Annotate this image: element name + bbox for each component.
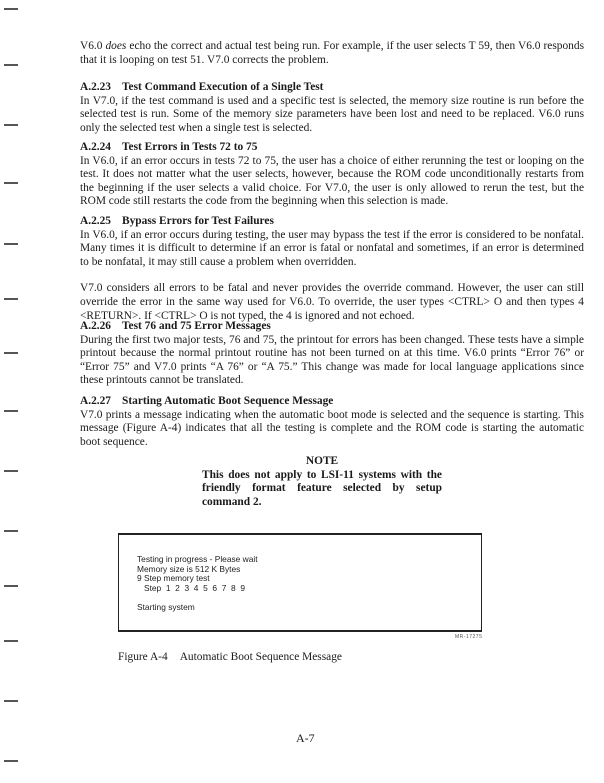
paragraph: In V7.0, if the test command is used and a specific test is selected, the memory size routine is run before the selected test is run. Some of the memory size parameters have been lost and need to be replaced. V6.0 runs only the selected test when a single test is selected. (80, 94, 584, 134)
note-title: NOTE (305, 455, 339, 467)
margin-tick (4, 410, 18, 412)
section-a-2-25 (80, 215, 584, 323)
paragraph: V7.0 considers all errors to be fatal and never provides the override command. However, the user can still override the error in the same way used for V6.0. To override, the user types <CTRL> O and then types 4 <RETURN>. If <CTRL> O is not typed, the 4 is ignored and not echoed. (80, 282, 584, 322)
figure-caption (118, 651, 342, 663)
margin-tick (4, 298, 18, 300)
figure-code: MR-17275 (455, 634, 483, 640)
caption-number: Figure A-4 (118, 651, 168, 663)
section-heading: A.2.26 Test 76 and 75 Error Messages (80, 320, 271, 332)
section-heading: A.2.25 Bypass Errors for Test Failures (80, 215, 274, 227)
margin-tick (4, 470, 18, 472)
section-a-2-23 (80, 81, 584, 135)
margin-tick (4, 760, 18, 762)
caption-title: Automatic Boot Sequence Message (179, 651, 342, 663)
paragraph: V7.0 prints a message indicating when the automatic boot mode is selected and the sequence is starting. This message (Figure A-4) indicates that all the testing is complete and the ROM code is starting the automatic boot sequence. (80, 408, 584, 448)
note-box (202, 455, 442, 509)
margin-tick (4, 243, 18, 245)
section-a-2-26 (80, 320, 584, 388)
section-heading: A.2.24 Test Errors in Tests 72 to 75 (80, 141, 258, 153)
paragraph: During the first two major tests, 76 and 75, the printout for errors has been changed. These tests have a simple printout because the normal printout routine has not been turned on at this time. V6.0 prints “Error 76” or “Error 75” and V7.0 prints “A 76” or “A 75.” This change was made for local language applications since these printouts cannot be translated. (80, 333, 584, 387)
figure-terminal-output (118, 533, 482, 632)
page-number: A-7 (296, 731, 315, 745)
margin-tick (4, 700, 18, 702)
margin-tick (4, 124, 18, 126)
margin-tick (4, 182, 18, 184)
terminal-text: Testing in progress - Please wait Memory size is 512 K Bytes 9 Step memory test Step 1 2 3 4 5 6 7 8 9 Starting system (137, 554, 258, 612)
paragraph: In V6.0, if an error occurs during testing, the user may bypass the test if the error is considered to be nonfatal. Many times it is difficult to determine if an error is fatal or nonfatal and sometimes, if an error is determined to be nonfatal, it may still cause a problem when overridden. (80, 228, 584, 268)
margin-tick (4, 352, 18, 354)
intro-paragraph: V6.0 does echo the correct and actual test being run. For example, if the user selects T 59, then V6.0 responds that it is looping on test 51. V7.0 corrects the problem. (80, 40, 585, 66)
section-heading: A.2.27 Starting Automatic Boot Sequence Message (80, 395, 334, 407)
section-a-2-27 (80, 395, 584, 449)
margin-tick (4, 585, 18, 587)
margin-tick (4, 530, 18, 532)
paragraph: In V6.0, if an error occurs in tests 72 to 75, the user has a choice of either rerunning the test or looping on the test. It does not matter what the user selects, however, because the ROM code unconditionally restarts from the beginning if the user selects a valid choice. For V7.0, the user is only allowed to rerun the test, but the ROM code still restarts the code from the beginning when this selection is made. (80, 154, 584, 208)
section-a-2-24 (80, 141, 584, 209)
margin-tick (4, 640, 18, 642)
margin-tick (4, 8, 18, 10)
note-text: This does not apply to LSI-11 systems with the friendly format feature selected by setup command 2. (202, 468, 442, 508)
margin-tick (4, 64, 18, 66)
section-heading: A.2.23 Test Command Execution of a Single Test (80, 81, 324, 93)
